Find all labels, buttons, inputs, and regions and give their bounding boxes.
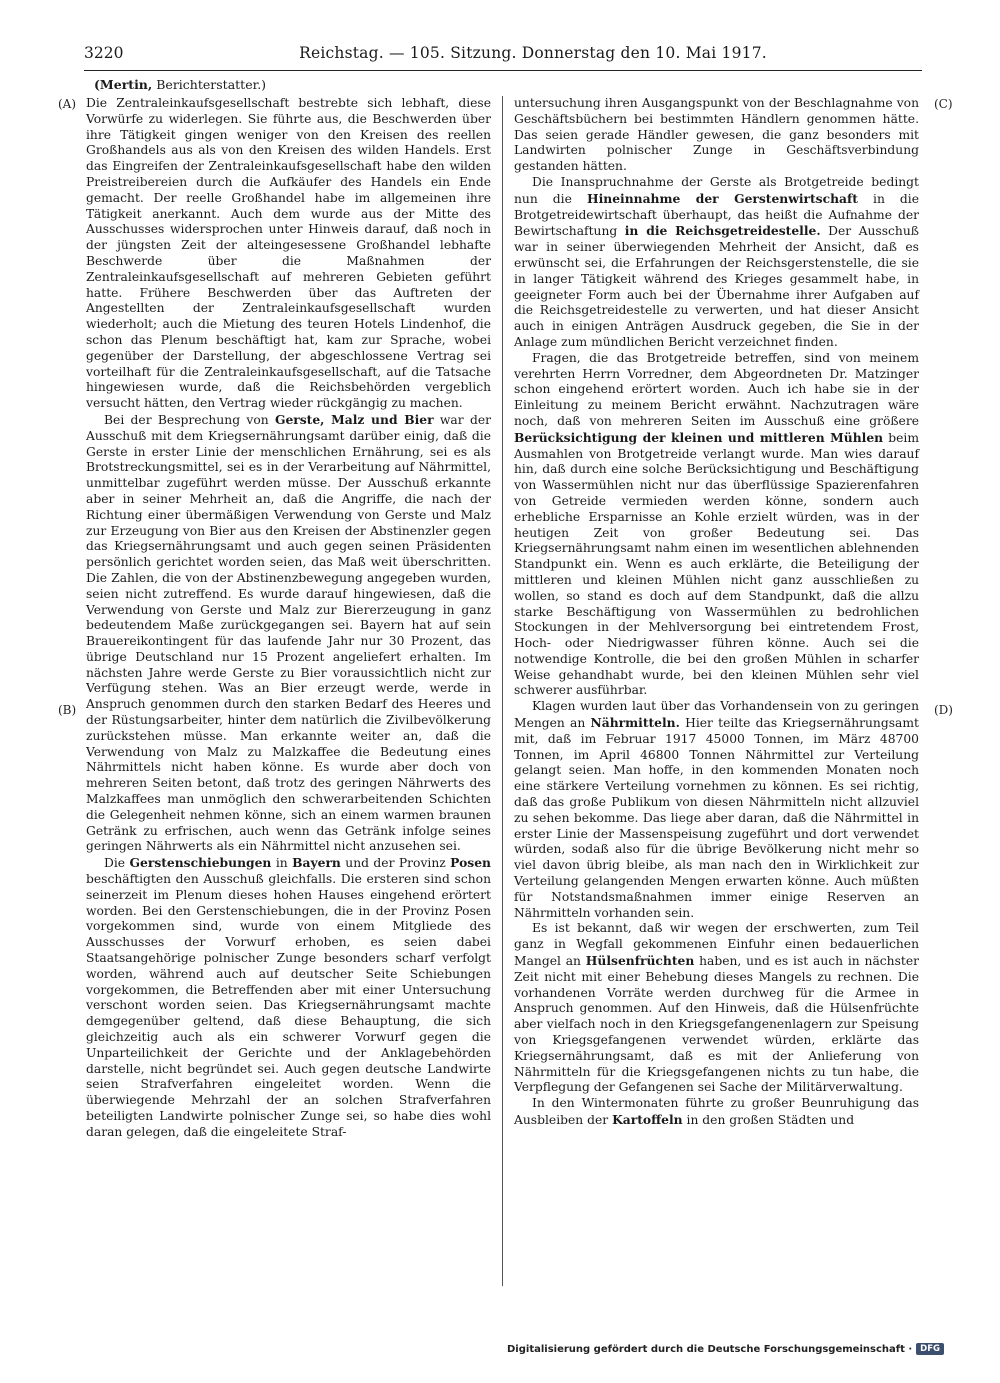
paragraph: Bei der Besprechung von Gerste, Malz und Bier war der Ausschuß mit dem Kriegsernährungsamt darüber einig, daß die Gerste in erster Linie der menschlichen Ernährung, sei es als Brotstreckungsmittel, sei es in der Verarbeitung auf Nährmittel, unmittelbar zugeführt werden müsse. Der Ausschuß erkannte aber in seiner Mehrheit an, daß die Angriffe, die nach der Richtung einer übermäßigen Verwendung von Gerste und Malz zur Erzeugung von Bier aus den Kreisen der Abstinenzler gegen das Kriegsernährungsamt und auch gegen seinen Präsidenten persönlich gerichtet worden seien, das Maß weit überschritten. Die Zahlen, die von der Abstinenzbewegung angegeben wurden, seien nicht zutreffend. Es wurde darauf hingewiesen, daß die Verwendung von Gerste und Malz zur Biererzeugung in ganz bedeutendem Maße zurückgegangen sei. Bayern hat auf sein Brauereikontingent für das laufende Jahr nur 30 Prozent, das übrige Deutschland nur 15 Prozent angeliefert erhalten. Im nächsten Jahre werde Gerste zu Bier voraussichtlich nicht zur Verfügung stehen. Was an Bier erzeugt werde, werde in Anspruch genommen durch den starken Bedarf des Heeres und der Rüstungsarbeiter, hinter dem natürlich die Zivilbevölkerung zurückstehen müsse. Man erkannte weiter an, daß die Verwendung von Malz zu Malzkaffee die Bedeutung eines Nährmittels nicht haben könne. Es wurde aber doch von mehreren Seiten betont, daß trotz des geringen Nährwerts des Malzkaffees man unmöglich den schwerarbeitenden Schichten die Gelegenheit nehmen könne, sich an einem warmen braunen Getränk zu erfrischen, auch wenn das Getränk infolge seines geringen Nährwerts als ein Nährmittel nicht anzusehen sei. bbox=[86, 411, 491, 854]
right-column bbox=[514, 96, 919, 1129]
keyword: Nährmitteln. bbox=[590, 715, 680, 731]
margin-marker-d: (D) bbox=[934, 703, 953, 717]
left-column bbox=[86, 96, 491, 1141]
keyword: Bayern bbox=[292, 855, 341, 871]
paragraph: Klagen wurden laut über das Vorhandensein von zu geringen Mengen an Nährmitteln. Hier teilte das Kriegsernährungsamt mit, daß im Februar 1917 45000 Tonnen, im März 48700 Tonnen, im April 46800 Tonnen Nährmittel zur Verteilung gelangt seien. Man hoffe, in den kommenden Monaten noch eine stärkere Verteilung vornehmen zu können. Es sei richtig, daß das große Publikum von diesen Nährmitteln nicht allzuviel zu sehen bekomme. Das liege aber daran, daß die Nährmittel in erster Linie der Massenspeisung zugeführt und dort verwendet würden, sodaß also für die übrige Bevölkerung nicht mehr so viel davon übrig bleibe, als man nach den in Wirklichkeit zur Verteilung gelangenden Mengen erwarten könne. Auch müßten für Notstandsmaßnahmen immer einige Reserven an Nährmitteln vorhanden sein. bbox=[514, 699, 919, 920]
page-header bbox=[84, 44, 922, 71]
keyword: Kartoffeln bbox=[612, 1112, 683, 1127]
credit-text: Digitalisierung gefördert durch die Deutsche Forschungsgemeinschaft · bbox=[507, 1343, 913, 1355]
paragraph: In den Wintermonaten führte zu großer Beunruhigung das Ausbleiben der Kartoffeln in den großen Städten und bbox=[514, 1096, 919, 1127]
keyword: in die Reichsgetreidestelle. bbox=[624, 223, 821, 239]
page-number: 3220 bbox=[84, 44, 124, 62]
keyword: Hülsenfrüchten bbox=[585, 953, 695, 969]
paragraph: Die Gerstenschiebungen in Bayern und der Provinz Posen beschäftigten den Ausschuß gleichfalls. Die ersteren sind schon seinerzeit im Plenum dieses hohen Hauses eingehend erörtert worden. Bei den Gerstenschiebungen, die in der Provinz Posen vorgekommen sind, wurde von einem Mitgliede des Ausschusses der Vorwurf erhoben, es seien dabei Staatsangehörige polnischer Zunge besonders scharf verfolgt worden, während auch auf deutscher Seite Schiebungen vorgekommen, die Betreffenden aber mit einer Untersuchung verschont worden seien. Das Kriegsernährungsamt machte demgegenüber geltend, daß diese Behauptung, die sich gleichzeitig auch als ein schwerer Vorwurf gegen die Unparteilichkeit der Gerichte und der Anklagebehörden darstelle, nicht begründet sei. Auch gegen deutsche Landwirte seien Strafverfahren eingeleitet worden. Wenn die überwiegende Mehrzahl der an solchen Strafverfahren beteiligten Landwirte polnischer Zunge sei, so habe dies wohl daran gelegen, daß die eingeleitete Straf- bbox=[86, 855, 491, 1139]
keyword: Gerstenschiebungen bbox=[129, 855, 272, 871]
paragraph: Die Inanspruchnahme der Gerste als Brotgetreide bedingt nun die Hineinnahme der Gerstenwirtschaft in die Brotgetreidewirtschaft überhaupt, das heißt die Aufnahme der Bewirtschaftung in die Reichsgetreidestelle. Der Ausschuß war in seiner überwiegenden Mehrheit der Ansicht, daß es erwünscht sei, die Erfahrungen der Reichsgerstenstelle, die sie in langer Tätigkeit während des Krieges gesammelt habe, in geeigneter Form auch bei der Übernahme ihrer Aufgaben auf die Reichsgetreidestelle zu verwerten, und hat dieser Ansicht auch in einigen Anträgen Ausdruck gegeben, die Sie in der Anlage zum mündlichen Bericht verzeichnet finden. bbox=[514, 174, 920, 349]
running-head: Reichstag. — 105. Sitzung. Donnerstag den 10. Mai 1917. bbox=[299, 44, 767, 62]
paragraph: Fragen, die das Brotgetreide betreffen, sind von meinem verehrten Herrn Vorredner, dem Abgeordneten Dr. Matzinger schon eingehend erörtert worden. Auch ich habe sie in der Einleitung zu meinem Bericht erwähnt. Nachzutragen wäre noch, daß von mehreren Seiten im Ausschuß eine größere Berücksichtigung der kleinen und mittleren Mühlen beim Ausmahlen von Brotgetreide verlangt wurde. Man wies darauf hin, daß durch eine solche Berücksichtigung und Beschäftigung von Wassermühlen nicht nur das überflüssige Spazierenfahren von Getreide vermieden werden könne, sondern auch erhebliche Ersparnisse an Kohle erzielt würden, was in der heutigen Zeit von großer Bedeutung sei. Das Kriegsernährungsamt nahm einen im wesentlichen ablehnenden Standpunkt ein. Wenn es auch erklärte, die Beteiligung der mittleren und kleinen Mühlen nicht ganz ausschließen zu wollen, so stand es doch auf dem Standpunkt, daß die allzu starke Beschäftigung von Wassermühlen zu bedrohlichen Stockungen in der Mehlversorgung bei eintretendem Frost, Hoch- oder Niedrigwasser führen könne. Auch sei die notwendige Kontrolle, die bei den großen Mühlen in scharfer Weise gehandhabt wurde, bei den kleinen Mühlen sehr viel schwerer ausführbar. bbox=[514, 350, 919, 698]
margin-marker-b: (B) bbox=[58, 703, 77, 717]
speaker-role: Berichterstatter.) bbox=[156, 77, 267, 92]
margin-marker-c: (C) bbox=[934, 97, 953, 111]
speaker-name: (Mertin, bbox=[94, 77, 153, 92]
keyword: Gerste, Malz und Bier bbox=[274, 411, 434, 427]
speaker-note bbox=[94, 77, 266, 92]
paragraph: untersuchung ihren Ausgangspunkt von der Beschlagnahme von Geschäftsbüchern bei bestimmten Händlern genommen hätte. Das seien gerade Händler gewesen, die ganz besonders mit Landwirten polnischer Zunge in Geschäftsverbindung gestanden hätten. bbox=[514, 96, 919, 174]
paragraph: Die Zentraleinkaufsgesellschaft bestrebte sich lebhaft, diese Vorwürfe zu widerlegen. Sie führte aus, die Beschwerden über ihre Tätigkeit gingen weniger von den Kreisen des reellen Großhandels aus als von den Kreisen des wilden Handels. Erst das Eingreifen der Zentraleinkaufsgesellschaft habe den wilden Preistreibereien durch die Aufkäufer des Handels ein Ende gemacht. Der reelle Großhandel habe im allgemeinen ihre Tätigkeit anerkannt. Auch dem wurde aus der Mitte des Ausschusses widersprochen unter Hinweis darauf, daß noch in der jüngsten Zeit der alteingesessene Großhandel lebhafte Beschwerde über die Maßnahmen der Zentraleinkaufsgesellschaft auf mehreren Gebieten geführt hatte. Frühere Beschwerden über das Auftreten der Angestellten der Zentraleinkaufsgesellschaft wurden wiederholt; auch die Mietung des teuren Hotels Lindenhof, die schon das Plenum beschäftigt hat, kam zur Sprache, wobei gegenüber der Darstellung, der abgeschlossene Vertrag sei vorteilhaft für die Zentraleinkaufsgesellschaft, auf die Tatsache hingewiesen wurde, daß die Reichsbehörden vergeblich versucht hätten, den Vertrag wieder rückgängig zu machen. bbox=[86, 96, 491, 411]
keyword: Hineinnahme der Gerstenwirtschaft bbox=[586, 190, 858, 206]
dfg-logo-icon: DFG bbox=[916, 1343, 944, 1355]
paragraph: Es ist bekannt, daß wir wegen der erschwerten, zum Teil ganz in Wegfall gekommenen Einfuhr einen bedauerlichen Mangel an Hülsenfrüchten haben, und es ist auch in nächster Zeit nicht mit einer Behebung dieses Mangels zu rechnen. Die vorhandenen Vorräte werden durchweg für die Armee in Anspruch genommen. Auf den Hinweis, daß die Hülsenfrüchte aber vielfach noch in den Kriegsgefangenenlagern zur Speisung von Kriegsgefangenen verwendet würden, erklärte das Kriegsernährungsamt, daß es mit der Anlieferung von Nährmitteln für die Kriegsgefangenen nichts zu tun habe, die Verpflegung der Gefangenen sei Sache der Militärverwaltung. bbox=[514, 921, 919, 1095]
margin-marker-a: (A) bbox=[58, 97, 77, 111]
column-divider bbox=[502, 96, 503, 1286]
digitization-credit bbox=[507, 1343, 944, 1355]
keyword: Posen bbox=[450, 855, 491, 871]
keyword: Berücksichtigung der kleinen und mittleren Mühlen bbox=[514, 429, 884, 445]
